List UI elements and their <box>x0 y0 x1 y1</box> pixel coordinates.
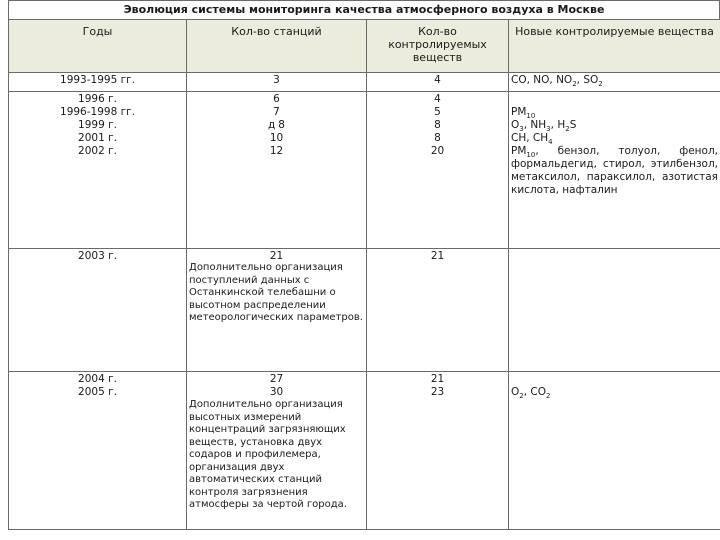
substance-count: 20 <box>430 145 445 157</box>
station-count: 12 <box>269 145 284 157</box>
station-count: 21 <box>269 250 284 262</box>
year: 2001 г. <box>78 132 117 144</box>
header-years: Годы <box>9 20 187 73</box>
table-row <box>9 92 720 249</box>
years-cell <box>9 372 187 530</box>
station-count: 30 <box>269 386 284 398</box>
year: 2002 г. <box>78 145 117 157</box>
header-count: Кол-во контролируемых веществ <box>367 20 509 73</box>
year: 1999 г. <box>78 119 117 131</box>
substances-cell: CO, NO, $NO_2$, $SO_2$ <box>509 73 720 92</box>
stations-cell <box>187 372 367 530</box>
station-mark: д <box>268 119 276 131</box>
document <box>8 0 720 526</box>
year: 2005 г. <box>78 386 117 398</box>
station-note: Дополнительно организация поступлений данных с Останкинской телебашни о высотном распределении метеорологических параметров. <box>189 262 363 323</box>
monitoring-table <box>8 19 720 530</box>
substance-line: CH, $CH_4$ <box>511 132 553 147</box>
substances-cell <box>509 92 720 249</box>
stations-cell <box>187 249 367 372</box>
stations-cell: 3 <box>187 73 367 92</box>
count-cell: 21 <box>367 249 509 372</box>
table-row <box>9 73 720 92</box>
substance-count: 4 <box>434 93 441 105</box>
header-new-substances: Новые контролируемые вещества <box>509 20 720 73</box>
count-cell: 4 <box>367 73 509 92</box>
station-count: 27 <box>269 373 284 385</box>
substance-line: $PM_{10}$, бензол, толуол, фенол, формальдегид, стирол, этилбензол, метаксилол, параксилол, азотистая кислота, нафталин <box>511 145 718 196</box>
year: 1996 г. <box>78 93 117 105</box>
substances-cell <box>509 249 720 372</box>
year: 2004 г. <box>78 373 117 385</box>
substance-line: $O_3$, $NH_3$, $H_2S$ <box>511 119 577 134</box>
year-cell: 1993-1995 гг. <box>9 73 187 92</box>
substance-line <box>511 93 718 106</box>
stations-cell <box>187 92 367 249</box>
substance-line: $PM_{10}$ <box>511 106 536 121</box>
years-cell <box>9 92 187 249</box>
count-cell <box>367 92 509 249</box>
station-count: 8 <box>278 119 285 131</box>
table-row <box>9 372 720 530</box>
substance-count: 21 <box>430 373 445 385</box>
substances-cell <box>509 372 720 530</box>
table-row <box>9 249 720 372</box>
station-count: 10 <box>269 132 284 144</box>
year: 1996-1998 гг. <box>60 106 135 118</box>
station-count-line <box>189 119 364 132</box>
substance-count: 23 <box>430 386 445 398</box>
station-count: 6 <box>273 93 280 105</box>
substance-count: 8 <box>434 132 441 144</box>
substance-line: $O_2$, $CO_2$ <box>511 386 551 401</box>
table-title: Эволюция системы мониторинга качества атмосферного воздуха в Москве <box>8 0 720 19</box>
header-row <box>9 20 720 73</box>
header-stations: Кол-во станций <box>187 20 367 73</box>
substance-line <box>511 373 718 386</box>
substance-count: 8 <box>434 119 441 131</box>
count-cell <box>367 372 509 530</box>
year-cell: 2003 г. <box>9 249 187 372</box>
station-count: 7 <box>273 106 280 118</box>
substance-count: 5 <box>434 106 441 118</box>
station-note: Дополнительно организация высотных измерений концентраций загрязняющих веществ, установка двух содаров и профилемера, организация двух автоматических станций контроля загрязнения атмосферы за чертой города. <box>189 399 347 510</box>
